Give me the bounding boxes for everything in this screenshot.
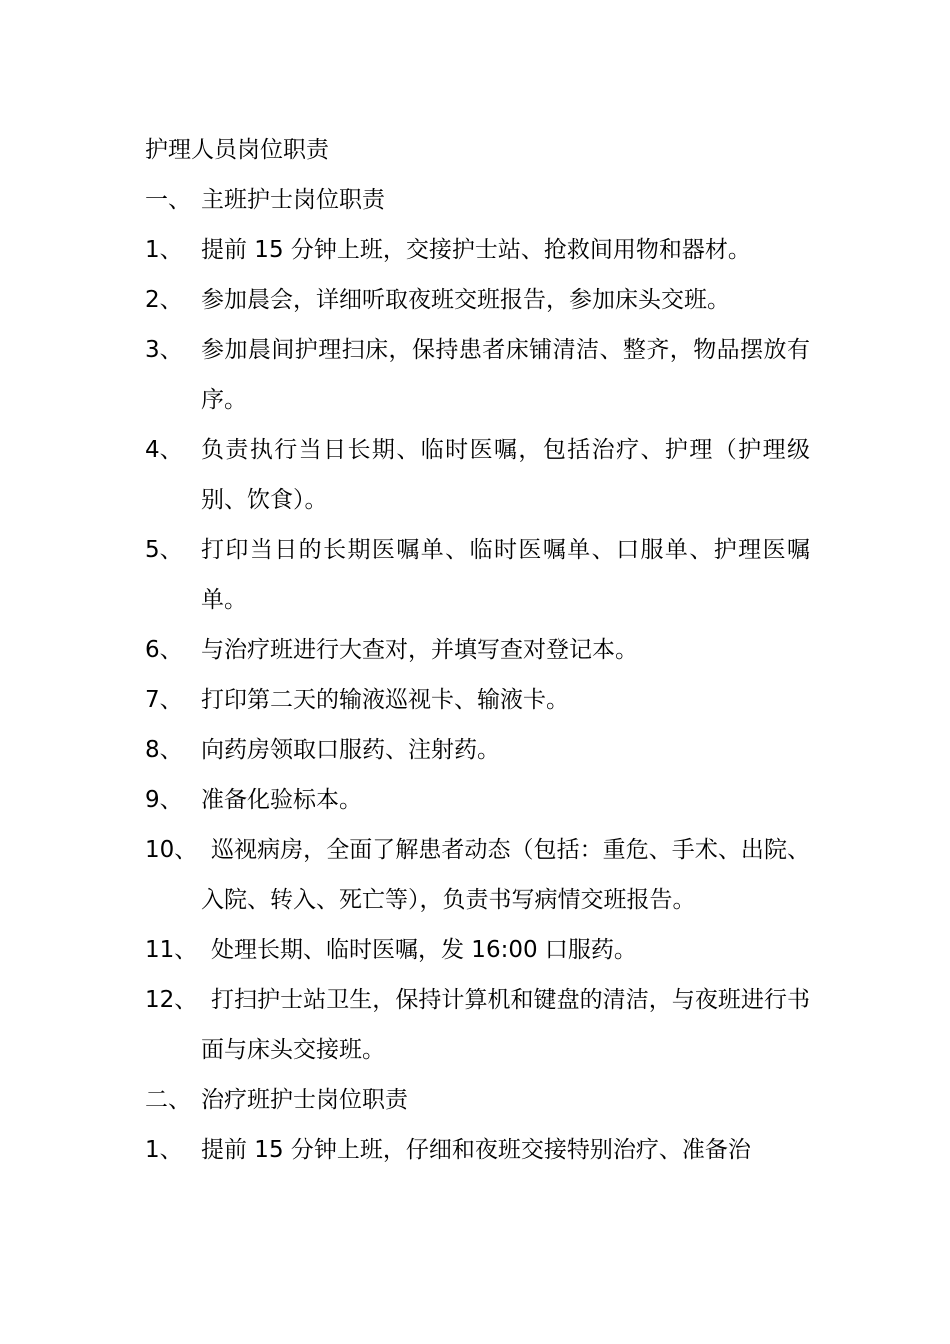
- list-item: [145, 1125, 810, 1175]
- list-item: [145, 775, 810, 825]
- item-number: 1、: [145, 1137, 183, 1163]
- item-text: 提前 15 分钟上班，仔细和夜班交接特别治疗、准备治: [201, 1137, 751, 1163]
- item-number: 9、: [145, 787, 183, 813]
- item-number: 11、: [145, 937, 198, 963]
- section-heading-text: 主班护士岗位职责: [201, 187, 385, 213]
- item-text: 打印第二天的输液巡视卡、输液卡。: [201, 687, 569, 713]
- list-item: [145, 525, 810, 625]
- section-main-shift: [145, 175, 810, 1075]
- item-number: 10、: [145, 837, 198, 863]
- item-text: 巡视病房，全面了解患者动态（包括：重危、手术、出院、入院、转入、死亡等），负责书写病情交班报告。: [201, 837, 810, 913]
- item-number: 1、: [145, 237, 183, 263]
- list-item: [145, 725, 810, 775]
- list-item: [145, 425, 810, 525]
- document-body: [145, 125, 810, 1175]
- list-item: [145, 625, 810, 675]
- list-item: [145, 225, 810, 275]
- section-number: 二、: [145, 1087, 191, 1113]
- item-number: 4、: [145, 437, 183, 463]
- item-number: 8、: [145, 737, 183, 763]
- item-number: 5、: [145, 537, 183, 563]
- section-heading-text: 治疗班护士岗位职责: [201, 1087, 408, 1113]
- list-item: [145, 325, 810, 425]
- item-text: 向药房领取口服药、注射药。: [201, 737, 500, 763]
- document-title: 护理人员岗位职责: [145, 137, 329, 163]
- item-text: 提前 15 分钟上班，交接护士站、抢救间用物和器材。: [201, 237, 751, 263]
- list-item: [145, 975, 810, 1075]
- list-item: [145, 275, 810, 325]
- item-text: 负责执行当日长期、临时医嘱，包括治疗、护理（护理级别、饮食）。: [201, 437, 810, 513]
- item-text: 参加晨间护理扫床，保持患者床铺清洁、整齐，物品摆放有序。: [201, 337, 810, 413]
- list-item: [145, 675, 810, 725]
- item-text: 打印当日的长期医嘱单、临时医嘱单、口服单、护理医嘱单。: [201, 537, 810, 613]
- item-text: 处理长期、临时医嘱，发 16:00 口服药。: [211, 937, 637, 963]
- section-number: 一、: [145, 187, 191, 213]
- item-text: 参加晨会，详细听取夜班交班报告，参加床头交班。: [201, 287, 730, 313]
- item-number: 2、: [145, 287, 183, 313]
- list-item: [145, 925, 810, 975]
- item-text: 与治疗班进行大查对，并填写查对登记本。: [201, 637, 638, 663]
- section-treatment-shift: [145, 1075, 810, 1175]
- item-number: 7、: [145, 687, 183, 713]
- item-number: 3、: [145, 337, 183, 363]
- section-heading: [145, 175, 810, 225]
- item-number: 6、: [145, 637, 183, 663]
- item-text: 准备化验标本。: [201, 787, 362, 813]
- item-number: 12、: [145, 987, 198, 1013]
- section-heading: [145, 1075, 810, 1125]
- item-text: 打扫护士站卫生，保持计算机和键盘的清洁，与夜班进行书面与床头交接班。: [201, 987, 810, 1063]
- list-item: [145, 825, 810, 925]
